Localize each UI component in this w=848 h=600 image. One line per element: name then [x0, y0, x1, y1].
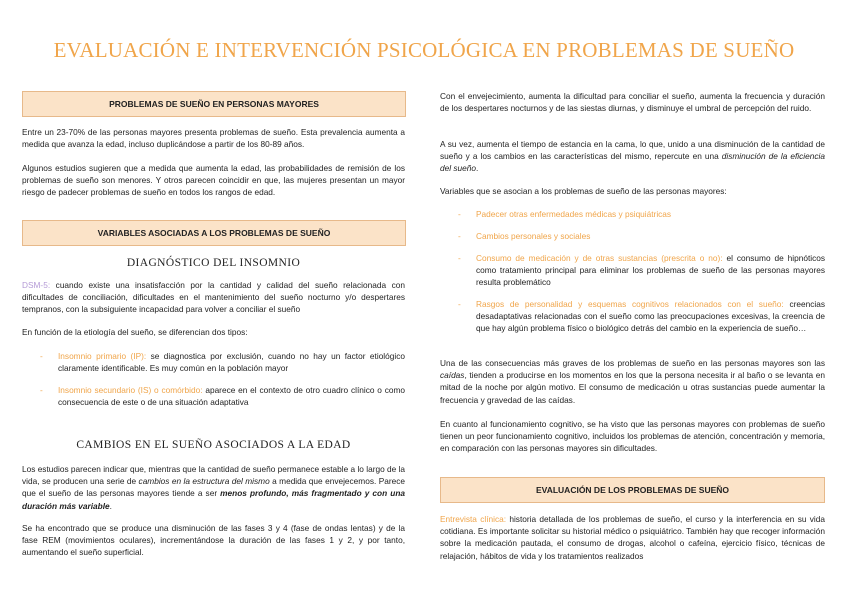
bullet-dash: - — [458, 299, 461, 309]
text-run: Los estudios parecen indicar que, mientras que la cantidad de sueño permanece estable a lo largo de la vida, se producen una serie de — [22, 464, 405, 487]
entrevista-text: historia detallada de los problemas de sueño, el curso y la interferencia en su vida cotidiana. Es importante solicitar su historial médico o psiquiátrico. También hay que recoger información sobre la medicación pautada, el consumo de drogas, alcohol o cafeína, ejercicio físico, técnicas de relajación, hábitos de vida y los tratamientos realizados — [440, 514, 825, 561]
list-item-enfermedades — [458, 208, 825, 220]
text-run: , tienden a producirse en los momentos en los que la persona necesita ir al baño o se levanta en mitad de la noche por algún motivo. El consumo de medicación u otras sustancias puede aumentar la frecuencia y gravedad de las caídas. — [440, 370, 825, 405]
bullet-text: el consumo de hipnóticos como tratamiento principal para eliminar los problemas de sueño de las personas mayores resulta problemático — [476, 253, 826, 288]
list-item-insomnio-primario — [40, 350, 405, 374]
paragraph-etiologia: En función de la etiología del sueño, se diferencian dos tipos: — [22, 327, 248, 337]
bullet-label: Insomnio secundario (IS) o comórbido: — [58, 385, 203, 395]
emphasis-caidas: caídas — [440, 370, 465, 381]
text-run: Una de las consecuencias más graves de los problemas de sueño en las personas mayores son las — [440, 358, 825, 368]
list-item-personalidad — [458, 298, 825, 335]
bullet-dash: - — [40, 385, 43, 395]
bullet-dash: - — [40, 351, 43, 361]
paragraph-fases: Se ha encontrado que se produce una disminución de las fases 3 y 4 (fase de ondas lentas) y de la fase REM (movimientos oculares), incrementándose la duración de las fases 1 y 2, y por tanto, aumentando el sueño superficial. — [22, 523, 405, 558]
dsm-label: DSM-5: — [22, 280, 51, 290]
paragraph-cognitivo: En cuanto al funcionamiento cognitivo, se ha visto que las personas mayores con problemas de sueño tienen un peor funcionamiento cognitivo, incluidos los problemas de atención, concentración y memoria, en comparación con las personas mayores sin dificultades. — [440, 419, 825, 454]
paragraph-envejecimiento: Con el envejecimiento, aumenta la dificultad para conciliar el sueño, aumenta la frecuencia y duración de los despertares nocturnos y de las siestas diurnas, y disminuye el umbral de percepción del ruido. — [440, 91, 825, 114]
bullet-label: Cambios personales y sociales — [476, 231, 591, 241]
bullet-label: Rasgos de personalidad y esquemas cognitivos relacionados con el sueño: — [476, 299, 784, 309]
bullet-label: Padecer otras enfermedades médicas y psiquiátricas — [476, 209, 672, 219]
bullet-label: Insomnio primario (IP): — [58, 351, 147, 361]
emphasis-profundo: menos profundo, más fragmentado y con una duración más variable — [22, 488, 406, 511]
text-run: . — [475, 163, 479, 174]
list-item-cambios-personales — [458, 230, 825, 242]
bullet-text: creencias desadaptativas relacionadas con el sueño como las preocupaciones excesivas, la creencia de que hay algún problema físico o biológico detrás del cambio en la experiencia de sueño… — [476, 299, 825, 334]
subheading-cambios: CAMBIOS EN EL SUEÑO ASOCIADOS A LA EDAD — [76, 439, 351, 451]
paragraph-dsm — [22, 279, 405, 316]
bullet-text: aparece en el contexto de otro cuadro clínico o como consecuencia de este o de una situación adaptativa — [58, 385, 405, 408]
emphasis-eficiencia: disminución de la eficiencia del sueño — [440, 151, 825, 174]
paragraph-caidas — [440, 357, 825, 406]
page-title: EVALUACIÓN E INTERVENCIÓN PSICOLÓGICA EN PROBLEMAS DE SUEÑO — [53, 38, 795, 62]
text-run: a medida que envejecemos. Parece que el sueño de las personas mayores tiende a ser — [22, 476, 405, 499]
paragraph-variables-intro: Variables que se asocian a los problemas de sueño de las personas mayores: — [440, 186, 727, 196]
paragraph-entrevista — [440, 513, 825, 562]
paragraph-cambios-estructura — [22, 463, 405, 512]
bullet-label: Consumo de medicación y de otras sustancias (prescrita o no): — [476, 253, 723, 263]
section-header-problemas: PROBLEMAS DE SUEÑO EN PERSONAS MAYORES — [22, 91, 406, 117]
section-header-evaluacion: EVALUACIÓN DE LOS PROBLEMAS DE SUEÑO — [440, 477, 825, 503]
dsm-text: cuando existe una insatisfacción por la cantidad y calidad del sueño relacionada con dificultades de conciliación, dificultades en el mantenimiento del sueño nocturno y/o despertares tempranos, con la subsiguiente incapacidad para volver a conciliar el sueño — [22, 280, 405, 315]
list-item-insomnio-secundario — [40, 384, 405, 408]
paragraph-remision: Algunos estudios sugieren que a medida que aumenta la edad, las probabilidades de remisión de los problemas de sueño son menores. Y otros parecen coincidir en que, las mujeres presentan un mayor riesgo de padecer problemas de sueño en todos los rangos de edad. — [22, 163, 405, 198]
entrevista-label: Entrevista clínica: — [440, 514, 507, 524]
list-item-medicacion — [458, 252, 826, 289]
subheading-diagnostico: DIAGNÓSTICO DEL INSOMNIO — [126, 257, 301, 269]
emphasis-estructura: cambios en la estructura del mismo — [138, 476, 270, 487]
text-run: A su vez, aumenta el tiempo de estancia en la cama, lo que, unido a una disminución de la cantidad de sueño y a los cambios en las características del mismo, repercute en una — [440, 139, 825, 162]
bullet-dash: - — [458, 253, 461, 263]
section-header-variables: VARIABLES ASOCIADAS A LOS PROBLEMAS DE SUEÑO — [22, 220, 406, 246]
bullet-dash: - — [458, 209, 461, 219]
bullet-text: se diagnostica por exclusión, cuando no hay un factor etiológico claramente identificable. Es muy común en la población mayor — [58, 351, 405, 374]
paragraph-eficiencia — [440, 138, 825, 175]
bullet-dash: - — [458, 231, 461, 241]
paragraph-prevalencia: Entre un 23-70% de las personas mayores presenta problemas de sueño. Esta prevalencia aumenta a medida que avanza la edad, incluso duplicándose a partir de los 80-89 años. — [22, 127, 405, 150]
text-run: . — [109, 500, 112, 511]
